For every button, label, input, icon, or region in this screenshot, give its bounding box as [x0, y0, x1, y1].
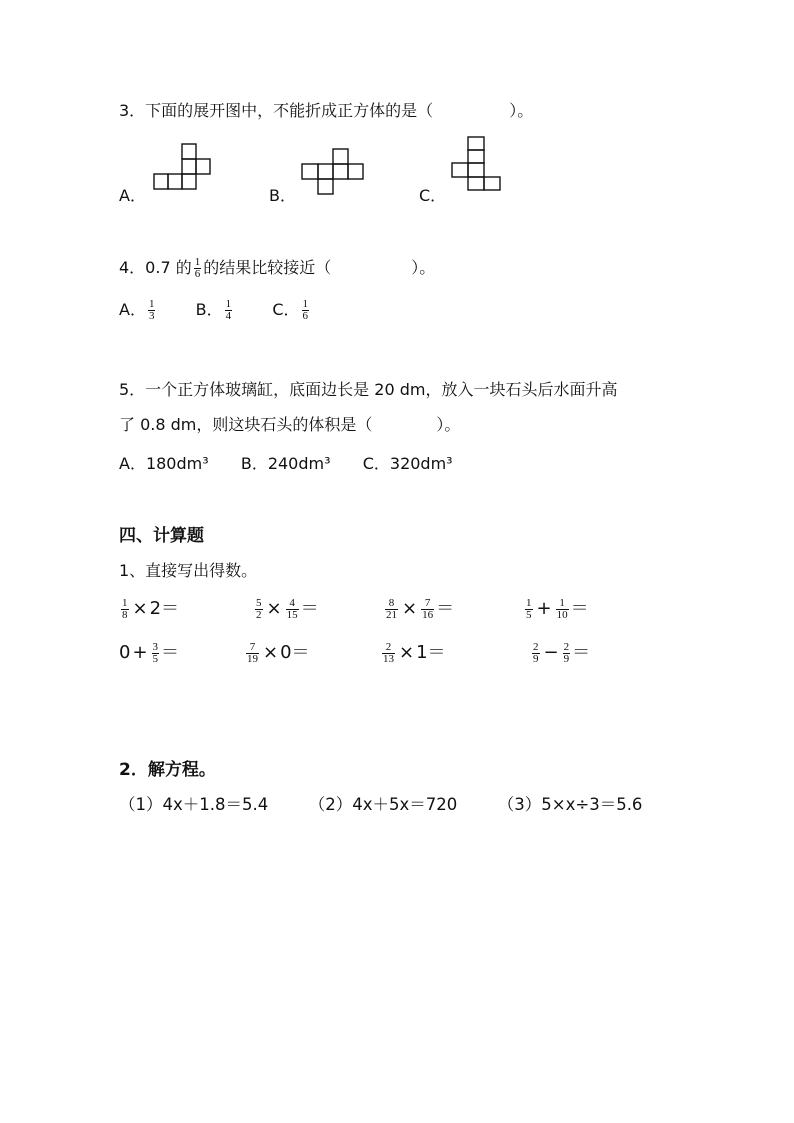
q3-option-c-label: C．	[419, 186, 447, 205]
equation-1: （1）4x＋1.8＝5.4	[119, 795, 269, 814]
q3-net-c	[451, 136, 503, 192]
calc-item: 0 + $\frac{3}{5}$ ＝	[119, 640, 180, 665]
section-title: 四、计算题	[119, 526, 204, 546]
q5-option-a: A．180dm³	[119, 454, 209, 473]
q4-options	[119, 297, 311, 322]
calc-item: $\frac{2}{9}$ − $\frac{2}{9}$ ＝	[533, 640, 591, 665]
equations-row	[119, 791, 642, 815]
q3-option-a-label: A．	[119, 186, 146, 205]
equation-2: （2）4x＋5x＝720	[308, 795, 458, 814]
q3-option-b-label: B．	[269, 186, 296, 205]
q4-fraction: $\frac{1}{6}$	[194, 256, 201, 280]
q3-net-a	[153, 143, 213, 191]
calc-item: $\frac{8}{21}$ × $\frac{7}{16}$ ＝	[386, 596, 455, 621]
q4-option-b: B． $\frac{1}{4}$	[195, 298, 232, 322]
q4-option-c: C． $\frac{1}{6}$	[272, 298, 308, 322]
calc-item: $\frac{2}{13}$ × 1＝	[383, 640, 446, 665]
subsection-direct-answer: 1、直接写出得数。	[119, 561, 258, 580]
q5-options	[119, 451, 453, 474]
calc-item: $\frac{1}{8}$ × 2＝	[122, 596, 180, 621]
calc-item: $\frac{5}{2}$ × $\frac{4}{15}$ ＝	[256, 596, 319, 621]
q5-line1: 5．一个正方体玻璃缸，底面边长是 20 dm，放入一块石头后水面升高	[119, 380, 618, 399]
q5-line2: 了 0.8 dm，则这块石头的体积是（ ）。	[119, 415, 461, 434]
q3-stem: 3．下面的展开图中，不能折成正方体的是（ ）。	[119, 101, 534, 120]
calc-item: $\frac{1}{5}$ + $\frac{1}{10}$ ＝	[526, 596, 589, 621]
subsection-solve-equations: 2．解方程。	[119, 760, 216, 780]
q4-option-a: A． $\frac{1}{3}$	[119, 298, 155, 322]
calc-item: $\frac{7}{19}$ × 0＝	[247, 640, 310, 665]
q3-net-b	[301, 148, 379, 196]
q5-option-c: C．320dm³	[362, 454, 453, 473]
q4-stem: 4．0.7 的 $\frac{1}{6}$ 的结果比较接近（ ）。	[119, 256, 436, 280]
equation-3: （3）5×x÷3＝5.6	[497, 795, 643, 814]
q5-option-b: B．240dm³	[240, 454, 331, 473]
